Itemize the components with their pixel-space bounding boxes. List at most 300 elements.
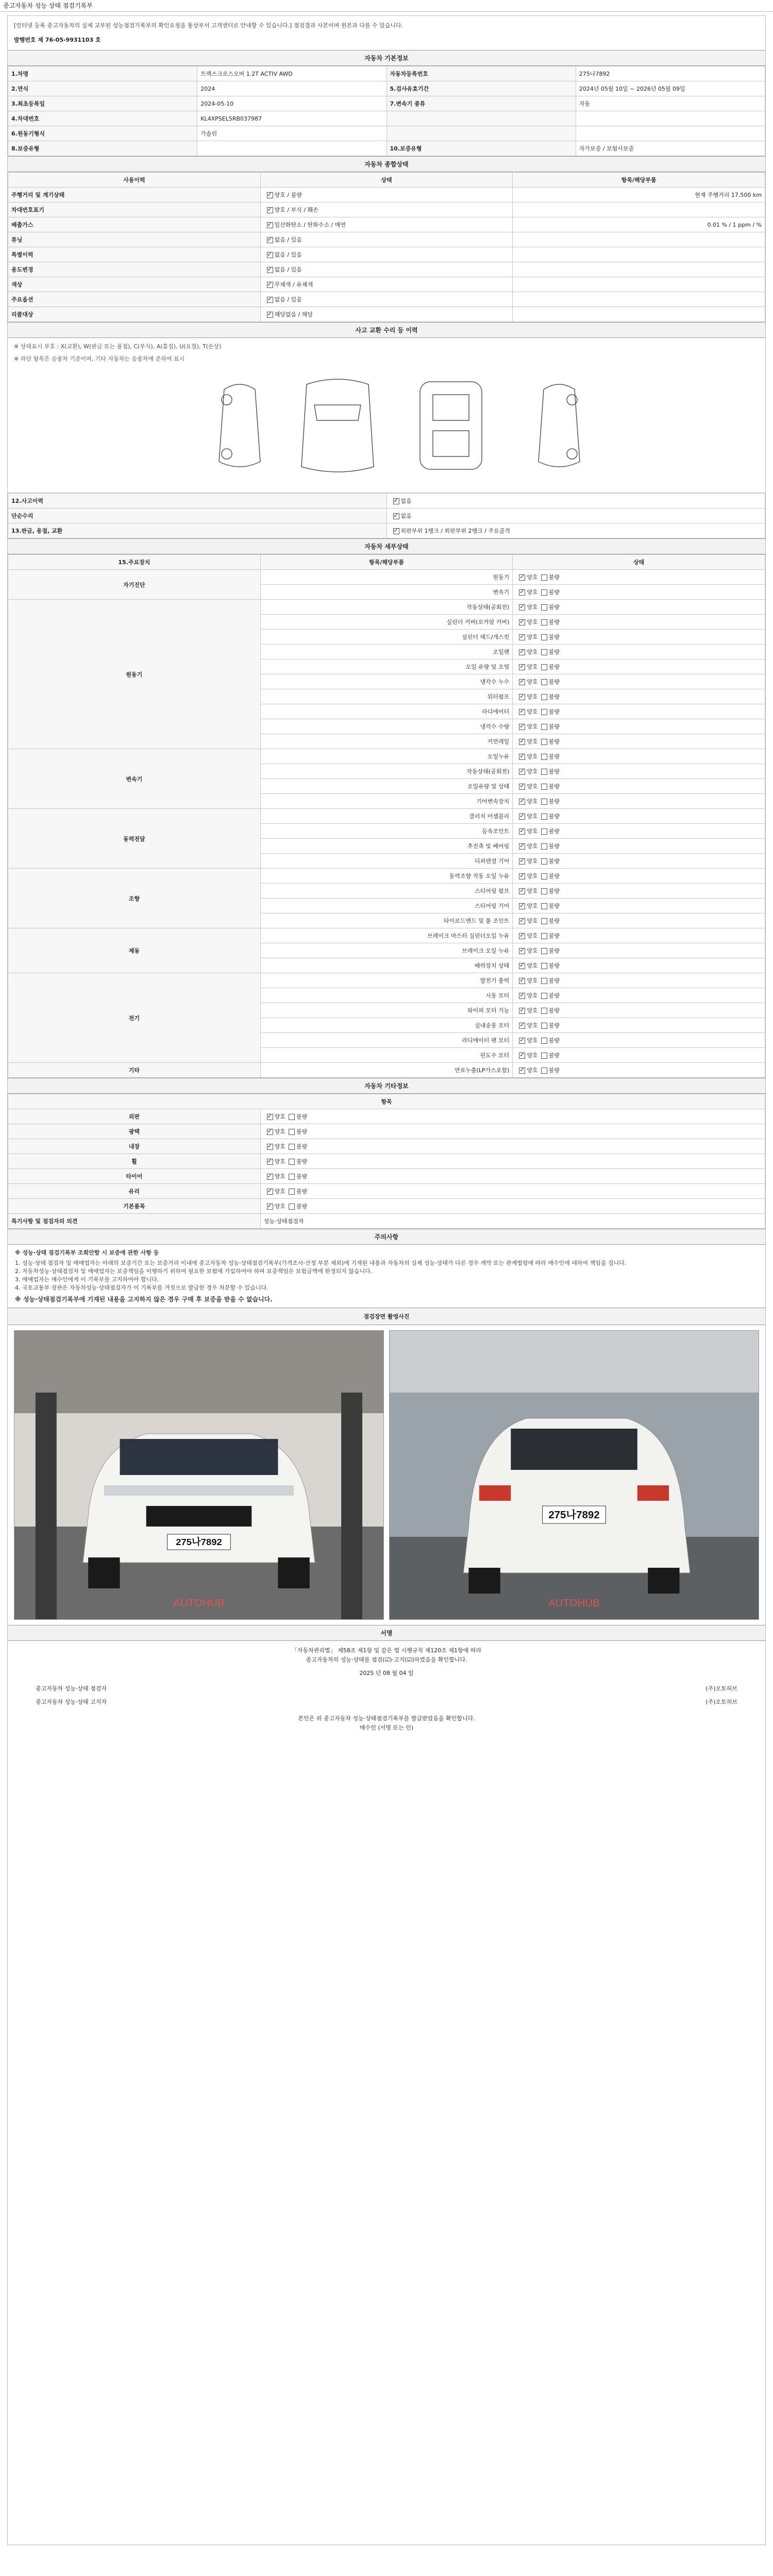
caution-line-4: 4. 국토교통부 장관은 자동차성능·상태점검자가 이 기록부를 거짓으로 발급한 경우 처분할 수 있습니다. (15, 1284, 268, 1291)
bad-label: 불량 (548, 1052, 560, 1059)
bad-checkbox[interactable] (541, 649, 547, 655)
status-checkbox[interactable] (267, 207, 273, 213)
signature-line-2: 중고자동차의 성능·상태를 점검(☑)·고지(☑)하였음을 확인합니다. (306, 1656, 467, 1663)
good-checkbox[interactable] (519, 828, 525, 835)
status-checkbox[interactable] (267, 312, 273, 318)
bad-checkbox[interactable] (541, 769, 547, 775)
status-checkbox[interactable] (267, 282, 273, 288)
bad-label: 불량 (548, 843, 560, 850)
good-label: 양호 (527, 574, 538, 581)
record-frame (7, 15, 766, 2545)
detail-group-label: 기타 (8, 1063, 261, 1078)
good-label: 양호 (527, 798, 538, 805)
basic-label: 8.보증유형 (8, 141, 197, 156)
bad-checkbox[interactable] (541, 604, 547, 611)
bad-label: 불량 (548, 828, 560, 835)
basic-value: 2024 (197, 81, 386, 96)
detail-state-cell (513, 958, 765, 973)
detail-header-cell: 상태 (513, 555, 765, 570)
good-checkbox[interactable] (267, 1144, 273, 1150)
basic-row (8, 111, 765, 126)
bad-checkbox[interactable] (541, 918, 547, 924)
accident-label: 12.사고이력 (8, 494, 387, 509)
bad-label: 불량 (548, 664, 560, 670)
bad-checkbox[interactable] (541, 978, 547, 984)
accident-row (8, 523, 765, 538)
bad-checkbox[interactable] (289, 1129, 295, 1135)
general-state-cell (260, 277, 513, 292)
general-header-cell: 상태 (260, 173, 513, 188)
bad-label: 불량 (548, 1067, 560, 1074)
good-checkbox[interactable] (519, 694, 525, 700)
good-checkbox[interactable] (267, 1159, 273, 1165)
general-state-cell (260, 217, 513, 232)
accident-value-cell (386, 509, 765, 523)
detail-row (8, 749, 765, 764)
basic-value-2: 2024년 05월 10일 ~ 2026년 05월 09일 (576, 81, 765, 96)
detail-state-cell (513, 689, 765, 704)
status-checkbox[interactable] (267, 237, 273, 243)
general-detail: 현재 주행거리 17,500 km (513, 188, 765, 202)
good-label: 양호 (527, 723, 538, 730)
detail-status-table (8, 554, 765, 1078)
good-label: 양호 (527, 858, 538, 865)
good-checkbox[interactable] (519, 634, 525, 640)
good-label: 양호 (527, 693, 538, 700)
good-checkbox[interactable] (519, 1023, 525, 1029)
good-checkbox[interactable] (519, 1053, 525, 1059)
notifier-row (15, 1696, 758, 1709)
good-checkbox[interactable] (519, 739, 525, 745)
general-state: 양호 / 부식 / 훼손 (274, 207, 318, 213)
basic-value: 트랙스크로스오버 1.2T ACTIV AWD (197, 66, 386, 81)
bad-label: 불량 (548, 768, 560, 775)
general-row (8, 202, 765, 217)
detail-item: 원동기 (260, 570, 513, 585)
extra-state-cell (260, 1109, 765, 1124)
detail-item: 변속기 (260, 585, 513, 600)
bad-checkbox[interactable] (541, 574, 547, 581)
bad-label: 불량 (548, 649, 560, 655)
detail-item: 실내송풍 모터 (260, 1018, 513, 1033)
good-checkbox[interactable] (519, 649, 525, 655)
signature-date: 2025 년 08 월 04 일 (359, 1670, 414, 1676)
good-checkbox[interactable] (519, 769, 525, 775)
bad-checkbox[interactable] (541, 664, 547, 670)
bad-checkbox[interactable] (541, 679, 547, 685)
bad-label: 불량 (296, 1158, 308, 1165)
status-checkbox[interactable] (267, 252, 273, 258)
detail-state-cell (513, 973, 765, 988)
good-label: 양호 (527, 947, 538, 954)
bad-label: 불량 (548, 992, 560, 999)
extra-state-cell (260, 1154, 765, 1169)
good-label: 양호 (527, 649, 538, 655)
good-label: 양호 (527, 843, 538, 850)
good-checkbox[interactable] (519, 1008, 525, 1014)
accident-label: 13.판금, 용접, 교환 (8, 523, 387, 538)
basic-row (8, 126, 765, 141)
detail-item: 냉각수 누수 (260, 674, 513, 689)
front-plate-text: 275나7892 (176, 1537, 222, 1547)
general-state: 없음 / 있음 (274, 266, 302, 273)
good-label: 양호 (527, 977, 538, 984)
photos-section-title: 점검장면 촬영사진 (8, 1308, 765, 1325)
extra-row (8, 1109, 765, 1124)
good-checkbox[interactable] (519, 948, 525, 954)
bad-label: 불량 (296, 1128, 308, 1135)
caution-heading: ※ 성능·상태 점검기록부 조회안함 시 보증에 관한 사항 등 (15, 1249, 159, 1256)
general-state: 없음 / 있음 (274, 251, 302, 258)
detail-state-cell (513, 854, 765, 869)
accident-checkbox[interactable] (393, 498, 399, 504)
bad-label: 불량 (548, 888, 560, 894)
status-checkbox[interactable] (267, 267, 273, 273)
bad-checkbox[interactable] (541, 933, 547, 939)
caution-line-2: 2. 자동차성능·상태점검자 및 매매업자는 보증책임을 이행하기 위하여 필요한 보험에 가입하여야 하며 보증책임은 보험금액에 한정되지 않습니다. (15, 1268, 373, 1275)
bad-label: 불량 (548, 723, 560, 730)
detail-state-cell (513, 764, 765, 779)
status-checkbox[interactable] (267, 297, 273, 303)
basic-label: 2.연식 (8, 81, 197, 96)
detail-item: 라디에이터 팬 모터 (260, 1033, 513, 1048)
bad-checkbox[interactable] (541, 903, 547, 909)
general-detail (513, 232, 765, 247)
good-checkbox[interactable] (519, 843, 525, 850)
detail-item: 연료누출(LP가스포함) (260, 1063, 513, 1078)
detail-item: 오일누유 (260, 749, 513, 764)
detail-state-cell (513, 884, 765, 899)
detail-state-cell (513, 913, 765, 928)
detail-group-label: 전기 (8, 973, 261, 1063)
basic-value: 2024-05-10 (197, 96, 386, 111)
good-checkbox[interactable] (519, 814, 525, 820)
bad-checkbox[interactable] (541, 1008, 547, 1014)
detail-item: 스티어링 기어 (260, 899, 513, 913)
bad-checkbox[interactable] (289, 1114, 295, 1120)
bad-label: 불량 (548, 918, 560, 924)
bad-label: 불량 (548, 693, 560, 700)
caution-emphasis: ※ 성능·상태점검기록부에 기재된 내용을 고지하지 않은 경우 구매 후 보증을 받을 수 없습니다. (15, 1296, 273, 1303)
status-checkbox[interactable] (267, 192, 273, 198)
good-checkbox[interactable] (267, 1114, 273, 1120)
opinion-row (8, 1214, 765, 1229)
bad-checkbox[interactable] (541, 888, 547, 894)
detail-item: 배력장치 상태 (260, 958, 513, 973)
bad-label: 불량 (548, 753, 560, 760)
basic-label-2 (386, 126, 576, 141)
detail-row (8, 973, 765, 988)
bad-label: 불량 (548, 619, 560, 625)
detail-item: 실린더 커버(로커암 커버) (260, 615, 513, 630)
bad-checkbox[interactable] (541, 799, 547, 805)
detail-state-cell (513, 988, 765, 1003)
signature-section-title: 서명 (8, 1625, 765, 1641)
bad-label: 불량 (296, 1203, 308, 1210)
good-checkbox[interactable] (519, 888, 525, 894)
extra-item: 기본품목 (8, 1199, 261, 1214)
detail-item: 라디에이터 (260, 704, 513, 719)
general-header-row (8, 173, 765, 188)
good-checkbox[interactable] (267, 1129, 273, 1135)
general-label: 용도변경 (8, 262, 261, 277)
good-checkbox[interactable] (519, 858, 525, 865)
detail-header-row (8, 555, 765, 570)
detail-state-cell (513, 839, 765, 854)
good-checkbox[interactable] (519, 963, 525, 969)
detail-state-cell (513, 943, 765, 958)
bad-checkbox[interactable] (541, 709, 547, 715)
general-row (8, 232, 765, 247)
extra-row (8, 1124, 765, 1139)
notifier-value: (주)오토허브 (705, 1699, 737, 1705)
bad-checkbox[interactable] (541, 843, 547, 850)
good-label: 양호 (527, 753, 538, 760)
general-label: 특별이력 (8, 247, 261, 262)
bad-label: 불량 (548, 1022, 560, 1029)
good-label: 양호 (527, 1022, 538, 1029)
certificate-number: 발행번호 제 76-05-9931103 호 (14, 37, 101, 43)
basic-value-2: 자동 (576, 96, 765, 111)
good-label: 양호 (527, 589, 538, 596)
bad-checkbox[interactable] (541, 619, 547, 625)
extra-header-row (8, 1094, 765, 1109)
general-state-cell (260, 188, 513, 202)
bad-checkbox[interactable] (541, 873, 547, 879)
extra-row (8, 1154, 765, 1169)
detail-state-cell (513, 585, 765, 600)
detail-item: 작동상태(공회전) (260, 764, 513, 779)
bad-checkbox[interactable] (541, 694, 547, 700)
bad-checkbox[interactable] (541, 739, 547, 745)
general-detail (513, 262, 765, 277)
general-label: 주행거리 및 계기상태 (8, 188, 261, 202)
extra-row (8, 1139, 765, 1154)
extra-header-cell: 항목 (8, 1094, 765, 1109)
good-label: 양호 (527, 918, 538, 924)
good-checkbox[interactable] (519, 724, 525, 730)
bad-checkbox[interactable] (541, 993, 547, 999)
bad-checkbox[interactable] (289, 1189, 295, 1195)
detail-state-cell (513, 928, 765, 943)
detail-item: 추진축 및 베어링 (260, 839, 513, 854)
bad-label: 불량 (548, 947, 560, 954)
general-label: 차대번호표기 (8, 202, 261, 217)
bad-checkbox[interactable] (541, 1038, 547, 1044)
detail-item: 오일유량 및 상태 (260, 779, 513, 794)
detail-state-cell (513, 630, 765, 645)
caution-line-1: 1. 성능·상태 점검자 및 매매업자는 아래의 보증기간 또는 보증거리 이내에 중고자동차 성능·상태점검기록부(가격조사·산정 부분 제외)에 기재된 내용과 자동차의 실제 성능·상태가 다른 경우 계약 또는 관계법령에 따라 매수인에 대하여 책임을 집니다. (15, 1260, 627, 1266)
good-label: 양호 (527, 1067, 538, 1074)
signature-line-1: 「자동차관리법」 제58조 제1항 및 같은 법 시행규칙 제120조 제1항에 따라 (291, 1647, 482, 1654)
bad-label: 불량 (548, 783, 560, 790)
basic-label-2 (386, 111, 576, 126)
bad-checkbox[interactable] (541, 724, 547, 730)
accident-legend: ※ 상태표시 부호 : X(교환), W(판금 또는 용접), C(부식), A(흠집), U(요철), T(손상) (14, 343, 222, 350)
bad-label: 불량 (296, 1188, 308, 1195)
detail-item: 냉각수 수량 (260, 719, 513, 734)
rear-logo-text: AUTOHUB (548, 1598, 600, 1609)
bad-checkbox[interactable] (541, 634, 547, 640)
basic-label-2: 자동차등록번호 (386, 66, 576, 81)
general-row (8, 277, 765, 292)
basic-value-2: 275나7892 (576, 66, 765, 81)
general-state: 무채색 / 유채색 (274, 281, 313, 288)
inspection-photos (8, 1325, 765, 1625)
basic-label: 6.원동기형식 (8, 126, 197, 141)
basic-value-2: 자가보증 / 보험사보증 (576, 141, 765, 156)
good-checkbox[interactable] (267, 1204, 273, 1210)
detail-item: 동력조향 작동 오일 누유 (260, 869, 513, 884)
bad-checkbox[interactable] (289, 1144, 295, 1150)
good-checkbox[interactable] (519, 664, 525, 670)
detail-header-cell: 15.주요장치 (8, 555, 261, 570)
bad-checkbox[interactable] (541, 589, 547, 596)
good-checkbox[interactable] (519, 604, 525, 611)
bad-checkbox[interactable] (289, 1204, 295, 1210)
detail-group-label: 변속기 (8, 749, 261, 809)
general-header-cell: 항목/해당부품 (513, 173, 765, 188)
good-checkbox[interactable] (267, 1174, 273, 1180)
bad-checkbox[interactable] (541, 858, 547, 865)
detail-state-cell (513, 674, 765, 689)
extra-item: 외판 (8, 1109, 261, 1124)
good-label: 양호 (527, 783, 538, 790)
basic-label: 1.차명 (8, 66, 197, 81)
detail-state-cell (513, 899, 765, 913)
detail-state-cell (513, 659, 765, 674)
good-checkbox[interactable] (519, 1067, 525, 1074)
bad-label: 불량 (548, 708, 560, 715)
accident-row (8, 494, 765, 509)
good-label: 양호 (527, 664, 538, 670)
general-label: 배출가스 (8, 217, 261, 232)
good-checkbox[interactable] (519, 918, 525, 924)
good-checkbox[interactable] (519, 784, 525, 790)
good-checkbox[interactable] (519, 619, 525, 625)
good-label: 양호 (527, 679, 538, 685)
good-label: 양호 (527, 1052, 538, 1059)
bad-checkbox[interactable] (541, 1053, 547, 1059)
extra-row (8, 1199, 765, 1214)
detail-state-cell (513, 779, 765, 794)
accident-checkbox[interactable] (393, 513, 399, 519)
basic-row (8, 81, 765, 96)
general-state: 해당없음 / 해당 (274, 311, 313, 318)
basic-value (197, 141, 386, 156)
detail-state-cell (513, 719, 765, 734)
detail-item: 디퍼렌셜 기어 (260, 854, 513, 869)
bad-label: 불량 (548, 813, 560, 820)
good-checkbox[interactable] (519, 589, 525, 596)
bad-checkbox[interactable] (541, 1023, 547, 1029)
good-label: 양호 (527, 634, 538, 640)
extra-row (8, 1169, 765, 1184)
general-state: 일산화탄소 / 탄화수소 / 매연 (274, 222, 346, 228)
car-diagram-area (8, 338, 765, 493)
good-checkbox[interactable] (519, 993, 525, 999)
good-checkbox[interactable] (267, 1189, 273, 1195)
basic-row (8, 96, 765, 111)
status-checkbox[interactable] (267, 222, 273, 228)
detail-state-cell (513, 734, 765, 749)
detail-item: 브레이크 마스터 실린더오일 누유 (260, 928, 513, 943)
general-row (8, 217, 765, 232)
detail-item: 스티어링 펌프 (260, 884, 513, 899)
bad-label: 불량 (548, 604, 560, 611)
general-detail (513, 202, 765, 217)
detail-state-cell (513, 1048, 765, 1063)
detail-item: 작동상태(공회전) (260, 600, 513, 615)
bad-checkbox[interactable] (541, 784, 547, 790)
detail-item: 브레이크 오일 누유 (260, 943, 513, 958)
bad-checkbox[interactable] (541, 948, 547, 954)
general-detail (513, 307, 765, 322)
bad-checkbox[interactable] (289, 1174, 295, 1180)
accident-value-cell (386, 494, 765, 509)
good-checkbox[interactable] (519, 903, 525, 909)
bad-label: 불량 (548, 798, 560, 805)
detail-item: 커먼레일 (260, 734, 513, 749)
accident-value: 없음 (400, 498, 412, 504)
good-checkbox[interactable] (519, 873, 525, 879)
good-checkbox[interactable] (519, 933, 525, 939)
good-checkbox[interactable] (519, 574, 525, 581)
detail-item: 타이로드엔드 및 볼 조인트 (260, 913, 513, 928)
general-detail (513, 277, 765, 292)
good-checkbox[interactable] (519, 1038, 525, 1044)
rear-photo (389, 1330, 759, 1620)
bad-checkbox[interactable] (289, 1159, 295, 1165)
bad-checkbox[interactable] (541, 814, 547, 820)
rear-car-image (390, 1331, 759, 1619)
good-label: 양호 (274, 1188, 285, 1195)
bad-checkbox[interactable] (541, 963, 547, 969)
basic-label: 4.차대번호 (8, 111, 197, 126)
detail-item: 윈도우 모터 (260, 1048, 513, 1063)
opinion-value: 성능·상태점검자 (260, 1214, 765, 1229)
good-checkbox[interactable] (519, 754, 525, 760)
bad-checkbox[interactable] (541, 828, 547, 835)
detail-item: 클러치 어셈블리 (260, 809, 513, 824)
good-checkbox[interactable] (519, 709, 525, 715)
general-row (8, 307, 765, 322)
caution-block (8, 1245, 765, 1308)
good-label: 양호 (527, 962, 538, 969)
signature-block (8, 1641, 765, 1738)
general-detail (513, 247, 765, 262)
bad-label: 불량 (548, 738, 560, 745)
accident-checkbox[interactable] (393, 528, 399, 534)
extra-state-cell (260, 1184, 765, 1199)
basic-row (8, 141, 765, 156)
good-checkbox[interactable] (519, 978, 525, 984)
basic-value: KL4XPSEL5RB037987 (197, 111, 386, 126)
bad-label: 불량 (548, 574, 560, 581)
extra-state-cell (260, 1199, 765, 1214)
good-label: 양호 (527, 738, 538, 745)
bad-checkbox[interactable] (541, 754, 547, 760)
accident-value: 없음 (400, 513, 412, 519)
bad-label: 불량 (548, 858, 560, 865)
inspector-label: 중고자동차 성능·상태 점검자 (36, 1685, 107, 1692)
good-checkbox[interactable] (519, 799, 525, 805)
extra-item: 타이어 (8, 1169, 261, 1184)
bad-checkbox[interactable] (541, 1067, 547, 1074)
bad-label: 불량 (548, 873, 560, 879)
good-checkbox[interactable] (519, 679, 525, 685)
bad-label: 불량 (548, 589, 560, 596)
